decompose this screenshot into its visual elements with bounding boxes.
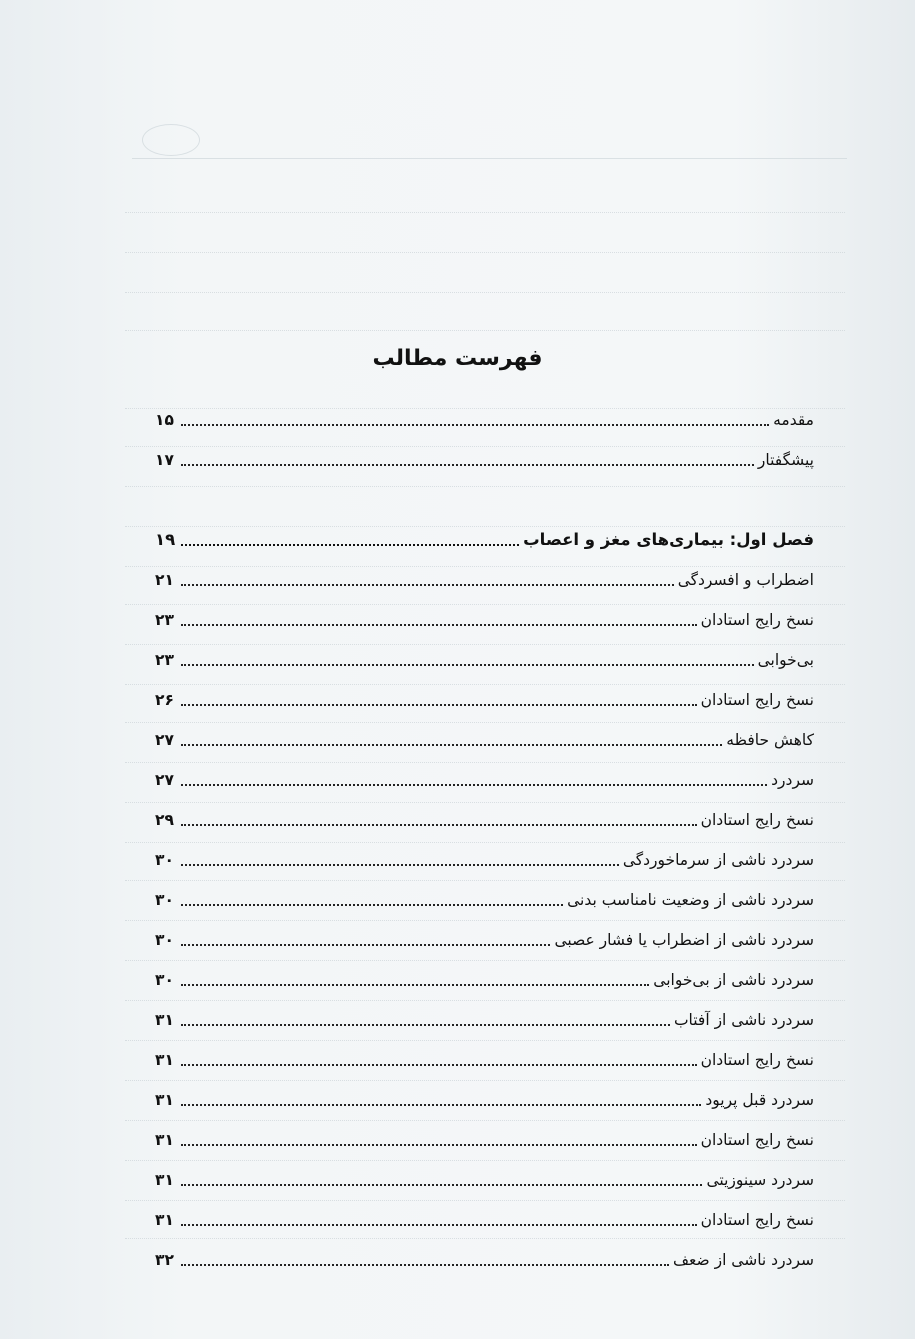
toc-entry-label: سردرد ناشی از ضعف <box>672 1251 814 1269</box>
toc-entry-label: مقدمه <box>773 411 814 429</box>
toc-entry-label: سردرد ناشی از آفتاب <box>673 1011 814 1029</box>
toc-entry <box>155 406 814 430</box>
toc-entry-page-number: ۳۱ <box>155 1051 174 1069</box>
toc-entry-label: فصل اول: بیماری‌های مغز و اعصاب <box>523 530 814 549</box>
toc-entry <box>155 1166 814 1190</box>
toc-entry <box>155 446 814 470</box>
dot-leader <box>181 704 697 706</box>
dot-leader <box>181 984 649 986</box>
dot-leader <box>181 824 697 826</box>
toc-entry-label: اضطراب و افسردگی <box>677 571 814 589</box>
toc-entry-page-number: ۳۱ <box>155 1211 174 1229</box>
dot-leader <box>181 1024 670 1026</box>
toc-entry-page-number: ۳۰ <box>155 891 174 909</box>
dot-leader <box>181 1144 697 1146</box>
toc-entry-label: نسخ رایج استادان <box>700 1211 814 1229</box>
toc-entry-label: سردرد ناشی از اضطراب یا فشار عصبی <box>554 931 814 949</box>
toc-entry-page-number: ۲۹ <box>155 811 174 829</box>
toc-entry <box>155 1246 814 1270</box>
toc-entry-page-number: ۳۱ <box>155 1131 174 1149</box>
toc-entry-page-number: ۱۹ <box>155 530 176 549</box>
dot-leader <box>181 664 754 666</box>
toc-entry <box>155 926 814 950</box>
dot-leader <box>181 424 769 426</box>
toc-entry <box>155 646 814 670</box>
toc-entry-page-number: ۳۱ <box>155 1091 174 1109</box>
dot-leader <box>181 584 674 586</box>
toc-entry-label: نسخ رایج استادان <box>700 1051 814 1069</box>
toc-entry-label: بی‌خوابی <box>757 651 814 669</box>
toc-entry <box>155 606 814 630</box>
toc-entry <box>155 1046 814 1070</box>
toc-entry <box>155 726 814 750</box>
dot-leader <box>181 864 619 866</box>
dot-leader <box>181 1264 669 1266</box>
toc-entry <box>155 1086 814 1110</box>
toc-entry-page-number: ۲۳ <box>155 651 174 669</box>
toc-entry-label: کاهش حافظه <box>726 731 814 749</box>
toc-entry-label: سردرد ناشی از سرماخوردگی <box>622 851 814 869</box>
toc-entry-label: سردرد ناشی از وضعیت نامناسب بدنی <box>567 891 814 909</box>
dot-leader <box>181 944 550 946</box>
dot-leader <box>181 1224 697 1226</box>
toc-entry <box>155 686 814 710</box>
toc-entry <box>155 766 814 790</box>
toc-entry-page-number: ۲۳ <box>155 611 174 629</box>
toc-chapter-entry <box>155 526 814 550</box>
toc-entry-page-number: ۲۱ <box>155 571 174 589</box>
dot-leader <box>181 784 767 786</box>
toc-entry-page-number: ۳۱ <box>155 1011 174 1029</box>
toc-entry-page-number: ۳۲ <box>155 1251 174 1269</box>
dot-leader <box>181 464 754 466</box>
toc-entry-page-number: ۳۱ <box>155 1171 174 1189</box>
dot-leader <box>181 1064 697 1066</box>
toc-entry <box>155 806 814 830</box>
toc-entry-page-number: ۱۵ <box>155 411 174 429</box>
toc-entry-page-number: ۳۰ <box>155 851 174 869</box>
toc-entry-label: سردرد <box>771 771 814 789</box>
toc-entry-label: نسخ رایج استادان <box>700 691 814 709</box>
toc-entry-label: سردرد سینوزیتی <box>706 1171 814 1189</box>
toc-entry <box>155 566 814 590</box>
toc-entry <box>155 846 814 870</box>
toc-title: فهرست مطالب <box>372 346 543 371</box>
toc-entry-page-number: ۲۷ <box>155 731 174 749</box>
toc-entry-page-number: ۱۷ <box>155 451 174 469</box>
toc-entry <box>155 886 814 910</box>
dot-leader <box>181 1184 702 1186</box>
toc-entry <box>155 1206 814 1230</box>
toc-entry-label: نسخ رایج استادان <box>700 1131 814 1149</box>
dot-leader <box>181 744 722 746</box>
dot-leader <box>181 904 563 906</box>
toc-entry <box>155 1126 814 1150</box>
dot-leader <box>181 1104 701 1106</box>
toc-entry-page-number: ۲۷ <box>155 771 174 789</box>
toc-entry-label: سردرد قبل پریود <box>705 1091 814 1109</box>
toc-entry-label: پیشگفتار <box>757 451 814 469</box>
toc-entry-page-number: ۲۶ <box>155 691 174 709</box>
dot-leader <box>181 544 519 546</box>
dot-leader <box>181 624 697 626</box>
toc-entry-page-number: ۳۰ <box>155 971 174 989</box>
toc-entry-page-number: ۳۰ <box>155 931 174 949</box>
toc-entry-label: سردرد ناشی از بی‌خوابی <box>653 971 814 989</box>
toc-entry-label: نسخ رایج استادان <box>700 611 814 629</box>
toc-entry-label: نسخ رایج استادان <box>700 811 814 829</box>
toc-entry <box>155 1006 814 1030</box>
toc-entry <box>155 966 814 990</box>
